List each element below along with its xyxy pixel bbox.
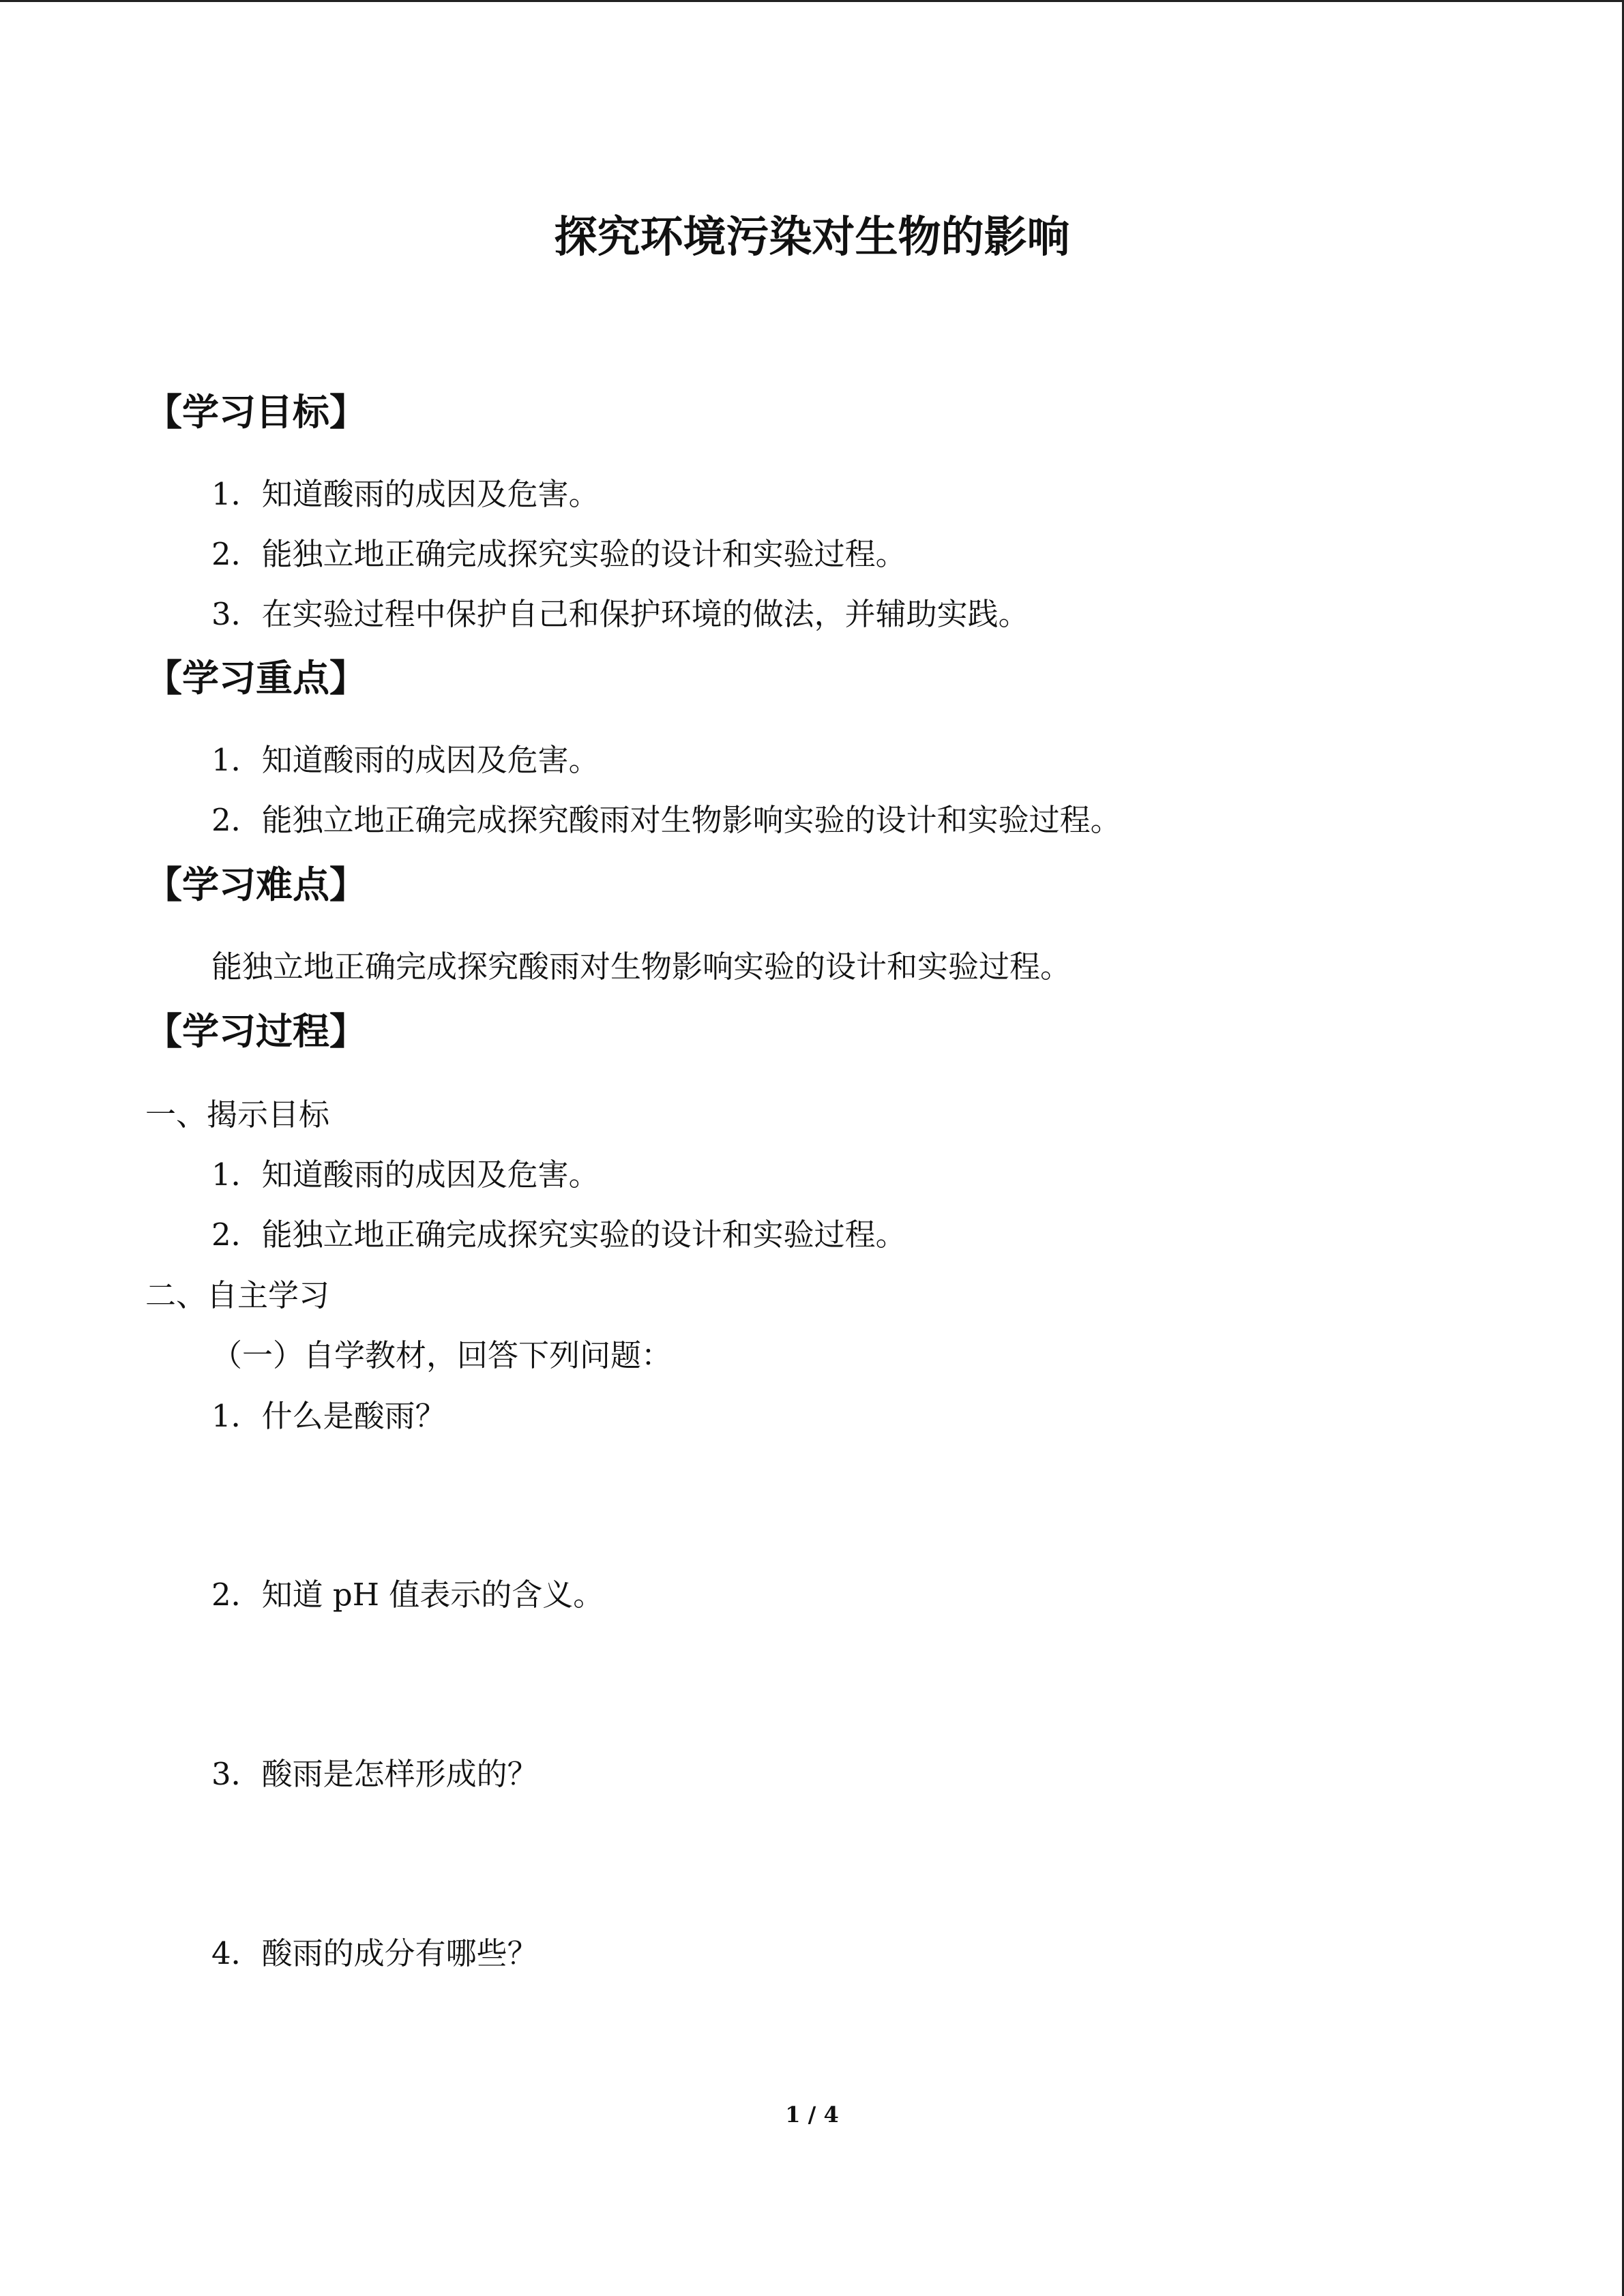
question-item: 2．知道 pH 值表示的含义。 — [211, 1577, 604, 1613]
objective-item: 3．在实验过程中保护自己和保护环境的做法，并辅助实践。 — [211, 596, 1029, 632]
process-part1-item: 2．能独立地正确完成探究实验的设计和实验过程。 — [211, 1217, 906, 1253]
heading-objectives: 【学习目标】 — [145, 391, 366, 434]
difficulty-text: 能独立地正确完成探究酸雨对生物影响实验的设计和实验过程。 — [211, 949, 1072, 985]
process-part1-label: 一、揭示目标 — [145, 1097, 330, 1133]
objective-item: 2．能独立地正确完成探究实验的设计和实验过程。 — [211, 536, 906, 572]
objective-item: 1．知道酸雨的成因及危害。 — [211, 476, 600, 512]
process-part1-item: 1．知道酸雨的成因及危害。 — [211, 1157, 600, 1193]
heading-process: 【学习过程】 — [145, 1010, 366, 1053]
process-part2-label: 二、自主学习 — [145, 1277, 330, 1313]
question-item: 4．酸雨的成分有哪些？ — [211, 1935, 538, 1971]
heading-difficulties: 【学习难点】 — [145, 863, 366, 906]
key-point-item: 2．能独立地正确完成探究酸雨对生物影响实验的设计和实验过程。 — [211, 802, 1121, 838]
question-item: 3．酸雨是怎样形成的？ — [211, 1756, 538, 1792]
key-point-item: 1．知道酸雨的成因及危害。 — [211, 742, 600, 778]
top-border — [0, 0, 1624, 2]
page-number: 1 / 4 — [785, 2102, 839, 2128]
heading-key-points: 【学习重点】 — [145, 657, 366, 700]
question-item: 1．什么是酸雨？ — [211, 1398, 446, 1434]
process-part2-sub: （一）自学教材，回答下列问题： — [211, 1337, 673, 1373]
document-title: 探究环境污染对生物的影响 — [554, 212, 1070, 262]
